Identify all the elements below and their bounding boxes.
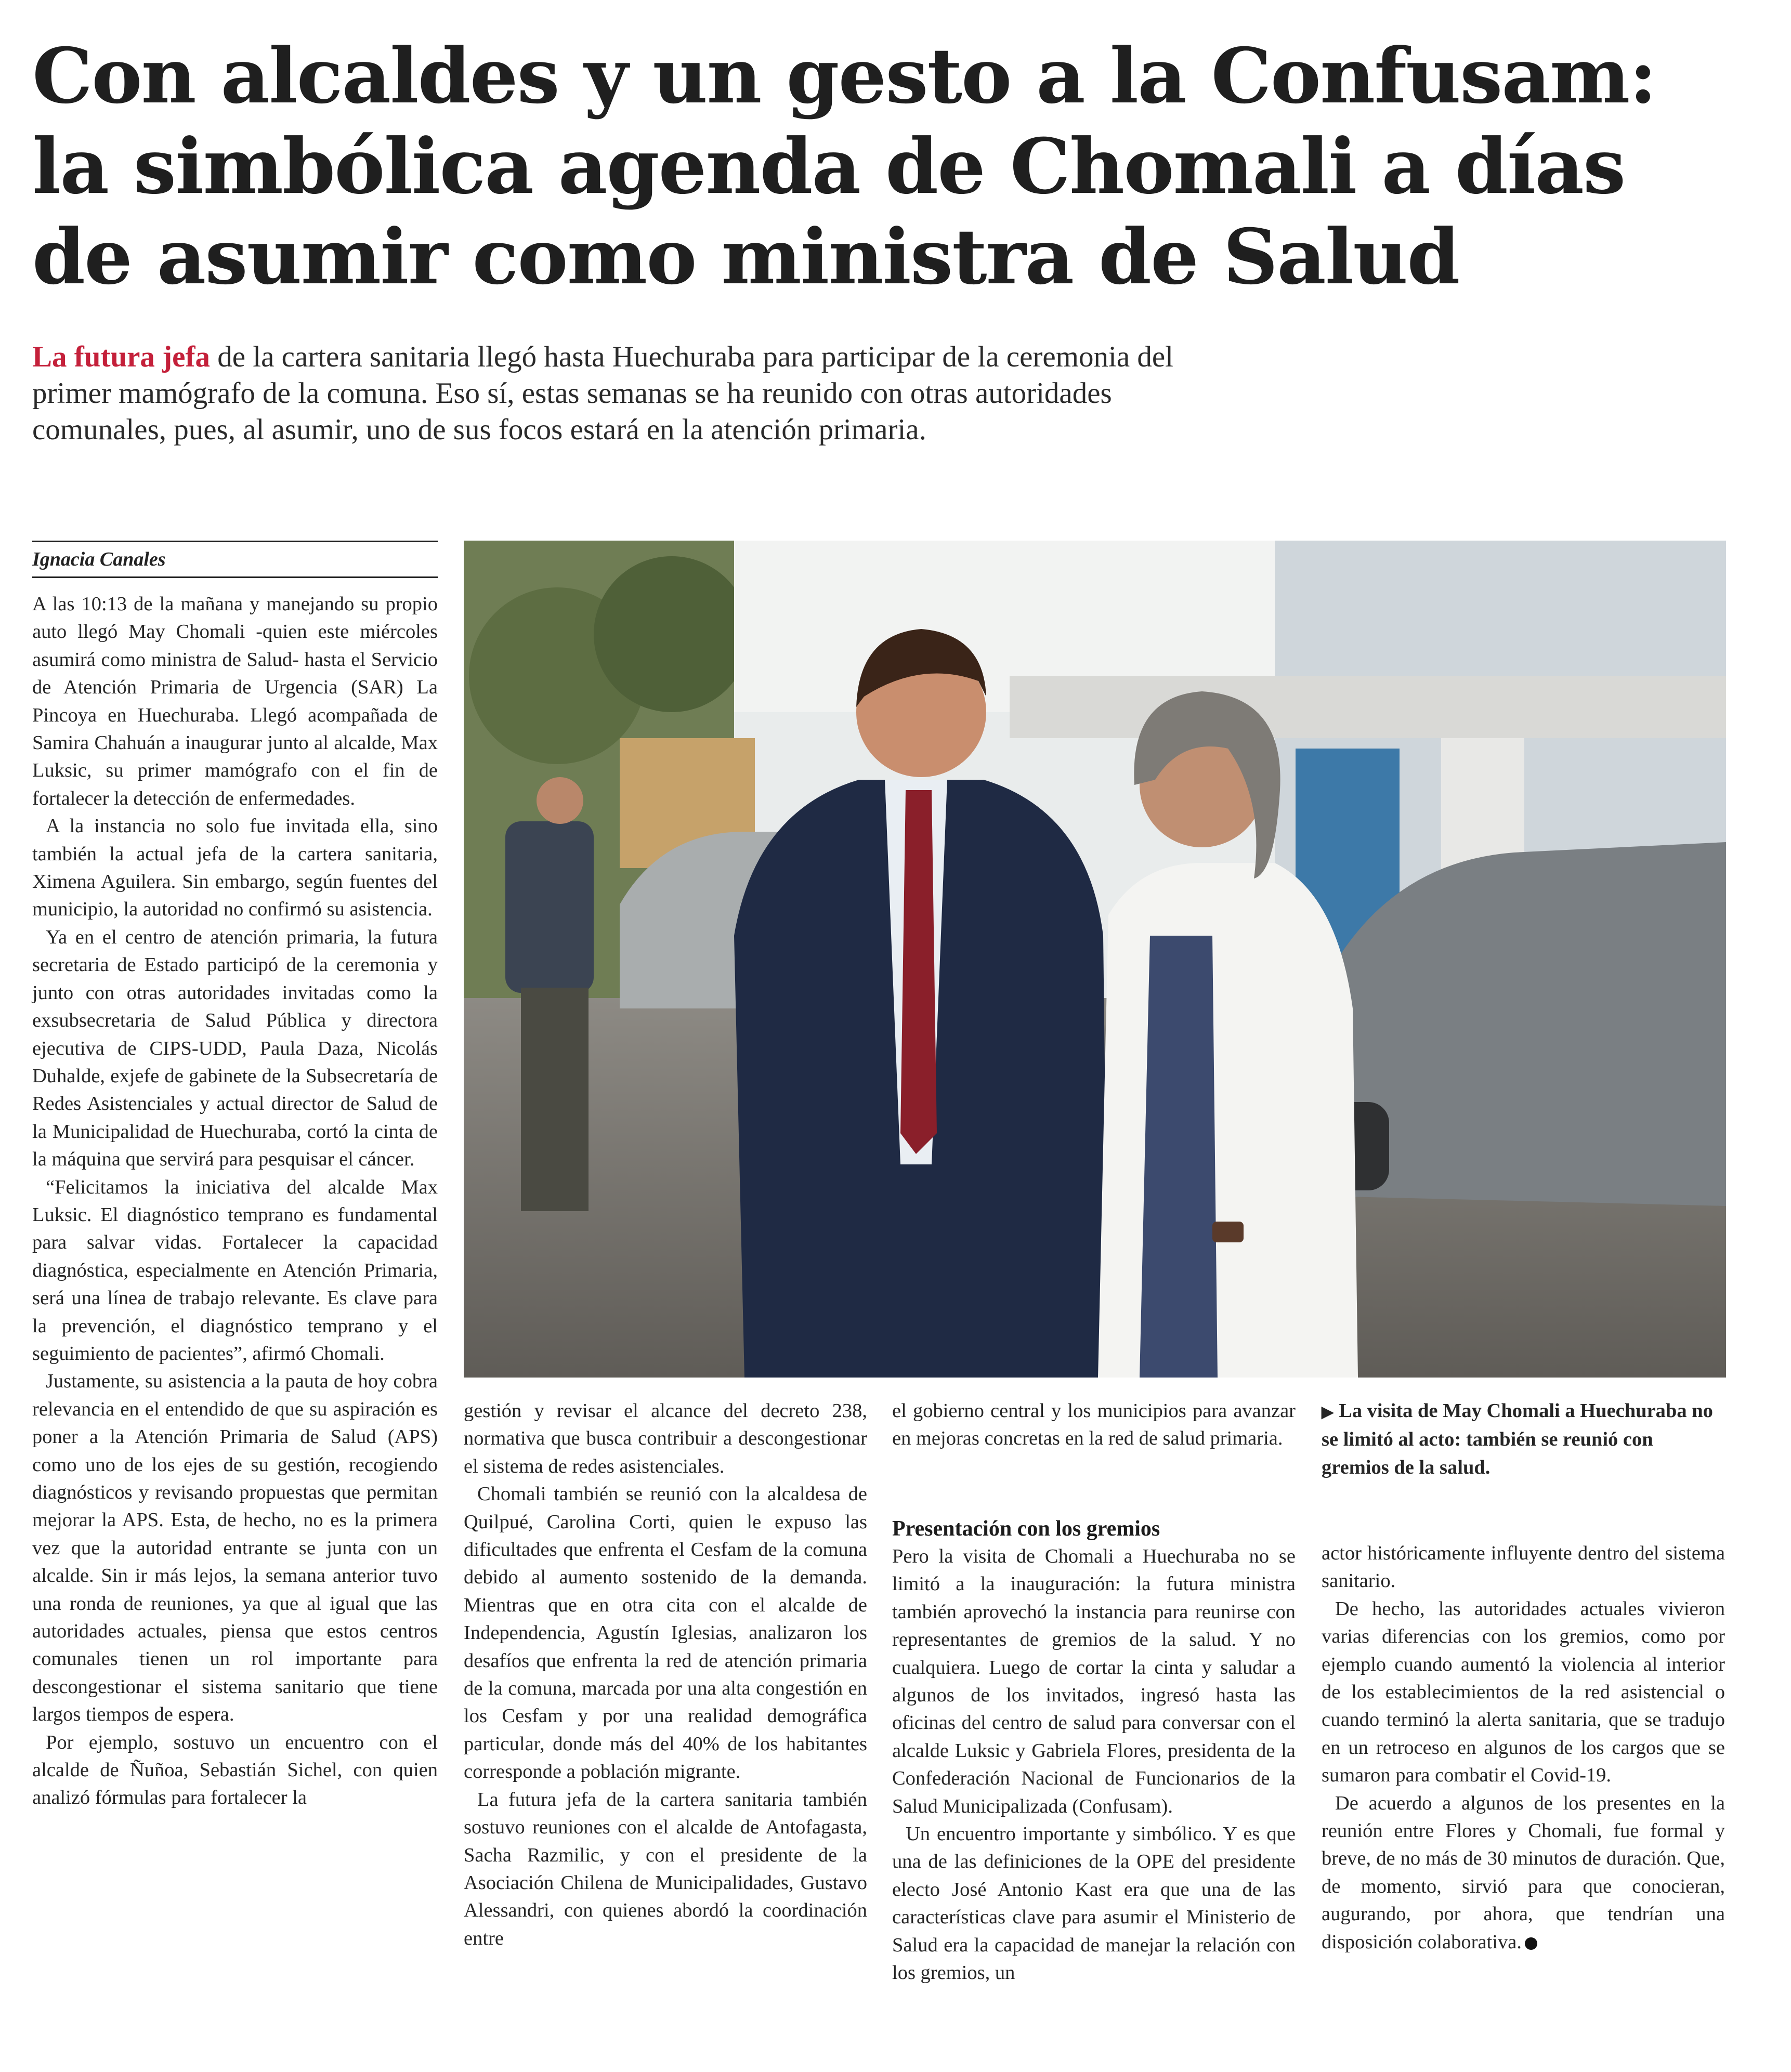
paragraph: La futura jefa de la cartera sanitaria también sostuvo reuniones con el alcalde de Antofagasta, Sacha Razmilic, y con el presidente de la Asociación Chilena de Municipalidades, Gustavo Alessandri, con quienes abordó la coordinación entre [464,1788,867,1949]
caption-arrow-icon: ▶ [1322,1404,1334,1421]
paragraph: Chomali también se reunió con la alcaldesa de Quilpué, Carolina Corti, quien le expuso las dificultades que enfrenta el Cesfam de la comuna debido al aumento sostenido de la demanda. Mientras que en otra cita con el alcalde de Independencia, Agustín Iglesias, analizaron los desafíos que enfrenta la red de atención primaria de la comuna, marcada por una alta congestión en los Cesfam y por una realidad demográfica particular, donde más del 40% de los habitantes corresponde a población migrante. [464,1483,867,1783]
photo-caption [1322,1397,1725,1481]
headline-line-2: la simbólica agenda de Chomali a días [32,122,1625,211]
headline-line-1: Con alcaldes y un gesto a la Confusam: [32,32,1656,121]
paragraph: Por ejemplo, sostuvo un encuentro con el alcalde de Ñuñoa, Sebastián Sichel, con quien analizó fórmulas para fortalecer la [32,1731,438,1809]
paragraph [1322,1790,1725,1956]
paragraph: actor históricamente influyente dentro del sistema sanitario. [1322,1542,1725,1592]
paragraph: Un encuentro importante y simbólico. Y es que una de las definiciones de la OPE del presidente electo José Antonio Kast era que una de las características clave para asumir el Ministerio de Salud era la capacidad de manejar la relación con los gremios, un [892,1823,1296,1984]
deck-text: de la cartera sanitaria llegó hasta Huechuraba para participar de la ceremonia del primer mamógrafo de la comuna. Eso sí, estas semanas se ha reunido con otras autoridades comunales, pues, al asumir, uno de sus focos estará en la atención primaria. [32,340,1174,446]
deck [32,339,1176,448]
paragraph: “Felicitamos la iniciativa del alcalde Max Luksic. El diagnóstico temprano es fundamental para salvar vidas. Fortalecer la capacidad diagnóstica, especialmente en Atención Primaria, será una línea de trabajo relevante. Es clave para la prevención, el diagnóstico temprano y el seguimiento de pacientes”, afirmó Chomali. [32,1176,438,1365]
paragraph: Pero la visita de Chomali a Huechuraba no se limitó a la inauguración: la futura ministra también aprovechó la instancia para reunirse con representantes de gremios de la salud. Y no cualquiera. Luego de cortar la cinta y saludar a algunos de los invitados, ingresó hasta las oficinas del centro de salud para conversar con el alcalde Luksic y Gabriela Flores, presidenta de la Confederación Nacional de Funcionarios de la Salud Municipalizada (Confusam). [892,1545,1296,1817]
paragraph-text: De acuerdo a algunos de los presentes en la reunión entre Flores y Chomali, fue formal y breve, de no más de 30 minutos de duración. Que, de momento, sirvió para que conocieran, augurando, por ahora, que tendrían una disposición colaborativa. [1322,1792,1725,1953]
paragraph: De hecho, las autoridades actuales vivieron varias diferencias con los gremios, como por ejemplo cuando aumentó la violencia al interior de los establecimientos de la red asistencial o cuando terminó la alerta sanitaria, que se tradujo en un retroceso en algunos de los cargos que se sumaron para combatir el Covid-19. [1322,1597,1725,1787]
column-1 [32,591,438,1812]
column-4 [1322,1540,1725,1956]
paragraph: Ya en el centro de atención primaria, la futura secretaria de Estado participó de la ceremonia y junto con otras autoridades invitadas como la exsubsecretaria de Salud Pública y directora ejecutiva de CIPS-UDD, Paula Daza, Nicolás Duhalde, exjefe de gabinete de la Subsecretaría de Redes Asistenciales y actual director de Salud de la Municipalidad de Huechuraba, cortó la cinta de la máquina que servirá para pesquisar el cáncer. [32,926,438,1171]
end-mark-icon [1525,1937,1537,1950]
article-photo [464,541,1726,1378]
deck-lead: La futura jefa [32,340,210,373]
paragraph: Justamente, su asistencia a la pauta de hoy cobra relevancia en el entendido de que su aspiración es poner a la Atención Primaria de Salud (APS) como uno de los ejes de su gestión, recogiendo diagnósticos y revisando propuestas que permitan mejorar la APS. Esta, de hecho, no es la primera vez que la autoridad entrante se junta con un alcalde. Sin ir más lejos, la semana anterior tuvo una ronda de reuniones, ya que al igual que las autoridades actuales, piensa que estos centros comunales tienen un rol importante para descongestionar el sistema sanitario que tiene largos tiempos de espera. [32,1370,438,1726]
column-3-top [892,1397,1296,1453]
column-3 [892,1507,1296,1987]
byline: Ignacia Canales [32,541,438,578]
paragraph: gestión y revisar el alcance del decreto 238, normativa que busca contribuir a descongestionar el sistema de redes asistenciales. [464,1400,867,1477]
headline [32,31,1748,303]
headline-line-3: de asumir como ministra de Salud [32,213,1459,301]
paragraph: A la instancia no solo fue invitada ella, sino también la actual jefa de la cartera sanitaria, Ximena Aguilera. Sin embargo, según fuentes del municipio, la autoridad no confirmó su asistencia. [32,815,438,921]
column-2 [464,1397,867,1952]
paragraph: el gobierno central y los municipios para avanzar en mejoras concretas en la red de salud primaria. [892,1400,1296,1450]
photo-icon [464,541,1726,1378]
section-heading: Presentación con los gremios [892,1517,1160,1541]
paragraph: A las 10:13 de la mañana y manejando su propio auto llegó May Chomali -quien este miércoles asumirá como ministra de Salud- hasta el Servicio de Atención Primaria de Urgencia (SAR) La Pincoya en Huechuraba. Llegó acompañada de Samira Chahuán a inaugurar junto al alcalde, Max Luksic, su primer mamógrafo con el fin de fortalecer la detección de enfermedades. [32,593,438,809]
caption-text: La visita de May Chomali a Huechuraba no se limitó al acto: también se reunió con gremios de la salud. [1322,1400,1713,1478]
